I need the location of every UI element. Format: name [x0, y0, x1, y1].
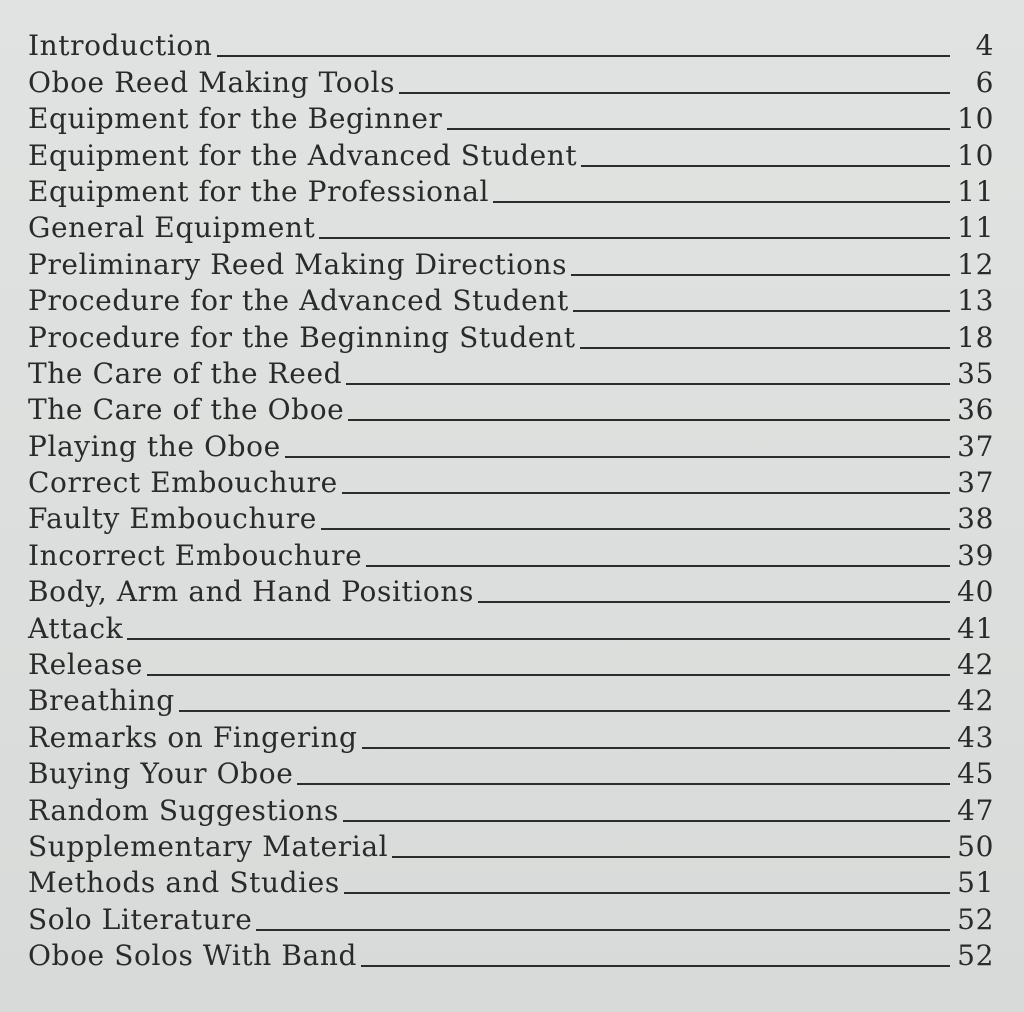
toc-entry-title: Body, Arm and Hand Positions — [28, 575, 474, 609]
toc-leader-line — [493, 201, 950, 203]
toc-entry-page: 36 — [957, 393, 994, 427]
toc-leader-line — [478, 601, 950, 603]
toc-leader-line — [297, 783, 950, 785]
toc-entry — [28, 319, 994, 355]
toc-entry-title: Introduction — [28, 29, 213, 63]
toc-entry — [28, 829, 994, 865]
toc-leader-line — [361, 965, 950, 967]
toc-entry — [28, 537, 994, 573]
toc-leader-line — [256, 929, 950, 931]
toc-entry-title: Faulty Embouchure — [28, 502, 317, 536]
toc-entry-title: Procedure for the Beginning Student — [28, 320, 576, 354]
toc-entry-title: The Care of the Oboe — [28, 393, 345, 427]
toc-entry-page: 37 — [957, 429, 994, 463]
toc-entry-page: 4 — [975, 29, 994, 63]
toc-leader-line — [217, 55, 950, 57]
toc-entry-page: 50 — [957, 829, 994, 863]
table-of-contents — [28, 28, 994, 974]
toc-entry — [28, 865, 994, 901]
toc-entry — [28, 501, 994, 537]
toc-entry-title: The Care of the Reed — [28, 356, 343, 390]
toc-entry — [28, 174, 994, 210]
toc-entry-title: Remarks on Fingering — [28, 720, 358, 754]
toc-entry-page: 35 — [957, 356, 994, 390]
toc-leader-line — [581, 165, 950, 167]
toc-entry — [28, 137, 994, 173]
toc-leader-line — [319, 237, 950, 239]
toc-leader-line — [127, 638, 950, 640]
toc-entry-page: 42 — [957, 648, 994, 682]
toc-leader-line — [342, 492, 950, 494]
toc-entry — [28, 283, 994, 319]
toc-entry-page: 10 — [957, 138, 994, 172]
toc-entry-title: Breathing — [28, 684, 175, 718]
toc-leader-line — [321, 528, 950, 530]
toc-entry-title: Preliminary Reed Making Directions — [28, 247, 568, 281]
toc-entry-title: Methods and Studies — [28, 866, 340, 900]
toc-leader-line — [573, 310, 950, 312]
toc-entry-title: Equipment for the Professional — [28, 174, 490, 208]
toc-leader-line — [147, 674, 950, 676]
toc-entry-title: Random Suggestions — [28, 793, 339, 827]
toc-entry-page: 11 — [957, 211, 994, 245]
toc-entry-page: 42 — [957, 684, 994, 718]
toc-leader-line — [580, 347, 950, 349]
toc-entry — [28, 392, 994, 428]
toc-entry — [28, 683, 994, 719]
toc-entry-page: 39 — [957, 538, 994, 572]
toc-entry-page: 10 — [957, 102, 994, 136]
toc-entry-title: Playing the Oboe — [28, 429, 281, 463]
toc-entry-title: Release — [28, 648, 144, 682]
toc-entry-page: 38 — [957, 502, 994, 536]
toc-entry-title: Supplementary Material — [28, 829, 389, 863]
toc-entry-title: Equipment for the Advanced Student — [28, 138, 578, 172]
toc-entry-page: 11 — [957, 174, 994, 208]
toc-entry-page: 13 — [957, 284, 994, 318]
toc-entry-title: Solo Literature — [28, 902, 253, 936]
toc-entry-title: Oboe Solos With Band — [28, 939, 357, 973]
toc-entry-title: General Equipment — [28, 211, 316, 245]
toc-entry — [28, 719, 994, 755]
toc-entry-page: 52 — [957, 939, 994, 973]
toc-entry-page: 45 — [957, 757, 994, 791]
toc-leader-line — [399, 92, 950, 94]
toc-entry-page: 51 — [957, 866, 994, 900]
toc-entry — [28, 28, 994, 64]
toc-entry — [28, 246, 994, 282]
toc-entry — [28, 647, 994, 683]
toc-entry-page: 12 — [957, 247, 994, 281]
toc-entry — [28, 792, 994, 828]
toc-entry — [28, 610, 994, 646]
toc-entry-title: Buying Your Oboe — [28, 757, 294, 791]
toc-entry-page: 41 — [957, 611, 994, 645]
toc-leader-line — [285, 456, 950, 458]
toc-entry-title: Procedure for the Advanced Student — [28, 284, 569, 318]
toc-leader-line — [392, 856, 950, 858]
toc-entry — [28, 101, 994, 137]
toc-entry-title: Oboe Reed Making Tools — [28, 65, 396, 99]
toc-leader-line — [343, 820, 950, 822]
toc-leader-line — [362, 747, 950, 749]
toc-entry-page: 52 — [957, 902, 994, 936]
toc-entry — [28, 356, 994, 392]
toc-entry-page: 47 — [957, 793, 994, 827]
toc-leader-line — [571, 274, 950, 276]
toc-leader-line — [348, 419, 950, 421]
toc-leader-line — [344, 892, 950, 894]
toc-entry-title: Attack — [28, 611, 124, 645]
toc-entry — [28, 210, 994, 246]
toc-entry-page: 18 — [957, 320, 994, 354]
toc-entry — [28, 574, 994, 610]
toc-entry-page: 40 — [957, 575, 994, 609]
toc-leader-line — [179, 710, 950, 712]
toc-entry-page: 6 — [975, 65, 994, 99]
toc-leader-line — [447, 128, 951, 130]
toc-entry — [28, 465, 994, 501]
toc-entry — [28, 428, 994, 464]
toc-entry-page: 43 — [957, 720, 994, 754]
toc-leader-line — [346, 383, 950, 385]
toc-entry — [28, 938, 994, 974]
toc-entry-page: 37 — [957, 466, 994, 500]
toc-entry-title: Equipment for the Beginner — [28, 102, 443, 136]
toc-entry-title: Correct Embouchure — [28, 466, 338, 500]
toc-leader-line — [366, 565, 950, 567]
toc-entry — [28, 64, 994, 100]
toc-entry — [28, 756, 994, 792]
toc-entry — [28, 901, 994, 937]
toc-entry-title: Incorrect Embouchure — [28, 538, 363, 572]
